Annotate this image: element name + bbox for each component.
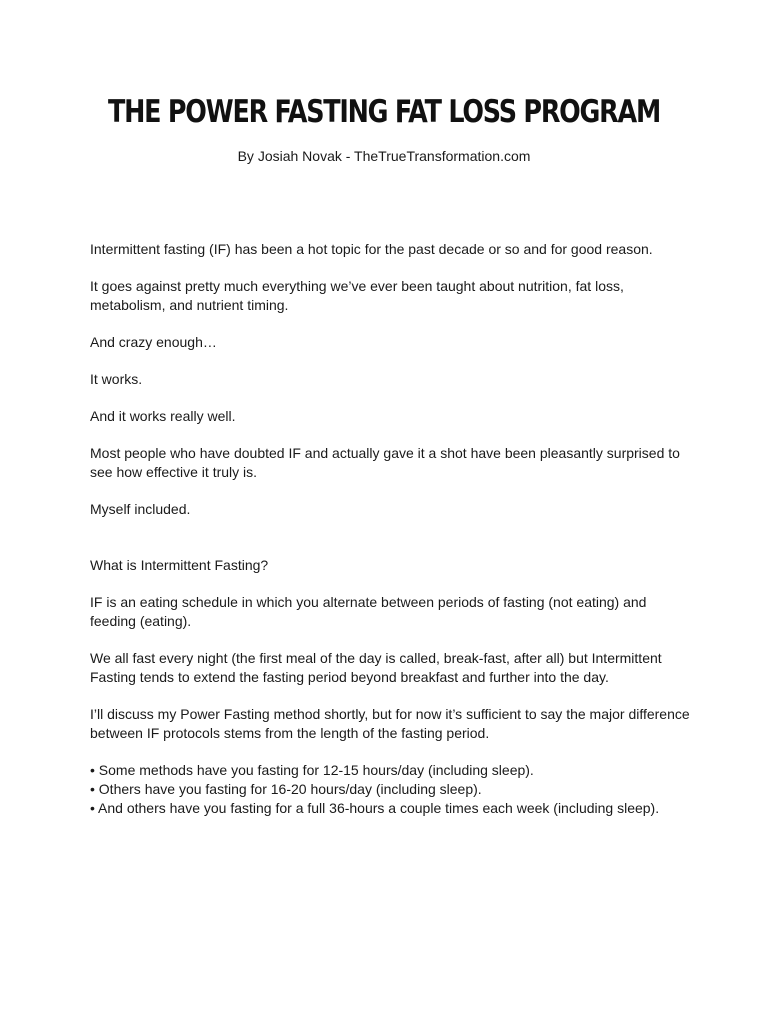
paragraph-goes-against: It goes against pretty much everything we’ve ever been taught about nutrition, fat loss, metabolism, and nutrient timing. (90, 278, 624, 313)
document-byline: By Josiah Novak - TheTrueTransformation.com (237, 148, 531, 164)
bullet-list (90, 761, 690, 818)
paragraph-most-people: Most people who have doubted IF and actually gave it a shot have been pleasantly surprised to see how effective it truly is. (90, 445, 680, 480)
list-item: • And others have you fasting for a full 36-hours a couple times each week (including sleep). (90, 800, 660, 816)
paragraph-intro: Intermittent fasting (IF) has been a hot topic for the past decade or so and for good reason. (90, 241, 653, 257)
list-item: • Some methods have you fasting for 12-15 hours/day (including sleep). (90, 762, 534, 778)
document-title: THE POWER FASTING FAT LOSS PROGRAM (107, 94, 661, 130)
list-item: • Others have you fasting for 16-20 hours/day (including sleep). (90, 781, 482, 797)
paragraph-myself-included: Myself included. (90, 501, 191, 517)
section-heading-what-is-if: What is Intermittent Fasting? (90, 557, 269, 573)
document-body (90, 240, 690, 818)
paragraph-we-all-fast: We all fast every night (the first meal of the day is called, break-fast, after all) but Intermittent Fasting tends to extend the fasting period beyond breakfast and further into the day. (90, 650, 662, 685)
paragraph-power-fasting: I’ll discuss my Power Fasting method shortly, but for now it’s sufficient to say the major difference between IF protocols stems from the length of the fasting period. (90, 706, 690, 741)
paragraph-works-well: And it works really well. (90, 408, 236, 424)
paragraph-if-definition: IF is an eating schedule in which you alternate between periods of fasting (not eating) and feeding (eating). (90, 594, 647, 629)
paragraph-crazy-enough: And crazy enough… (90, 334, 217, 350)
paragraph-it-works: It works. (90, 371, 143, 387)
